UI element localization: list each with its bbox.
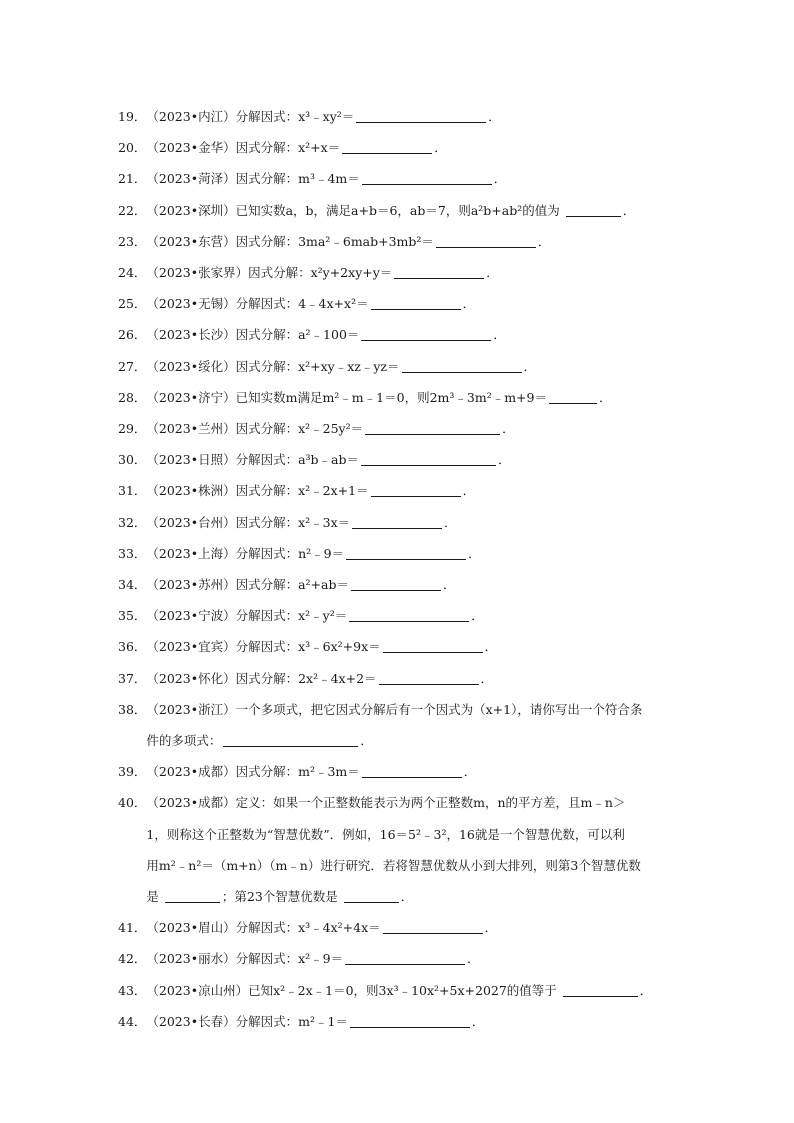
question-22: 22． （2023•深圳）已知实数a，b，满足a+b＝6，ab＝7，则a²b+ab²的值为 ． [118, 202, 636, 218]
question-34: 34． （2023•苏州）因式分解：a²+ab＝ ． [118, 577, 456, 593]
answer-blank[interactable] [402, 359, 522, 373]
answer-blank[interactable] [350, 1014, 470, 1028]
answer-blank[interactable] [436, 234, 536, 248]
answer-blank[interactable] [362, 764, 462, 778]
answer-blank[interactable] [345, 951, 465, 965]
question-29: 29． （2023•兰州）因式分解：x²﹣25y²＝ ． [118, 421, 515, 437]
answer-blank[interactable] [352, 515, 442, 529]
answer-blank[interactable] [346, 546, 466, 560]
answer-blank[interactable] [365, 421, 500, 435]
question-31: 31． （2023•株洲）因式分解：x²﹣2x+1＝ ． [118, 483, 476, 499]
question-32: 32． （2023•台州）因式分解：x²﹣3x＝ ． [118, 514, 457, 530]
answer-blank[interactable] [356, 109, 486, 123]
answer-blank[interactable] [342, 140, 432, 154]
question-44: 44． （2023•长春）分解因式：m²﹣1＝ ． [118, 1013, 485, 1029]
answer-blank[interactable] [223, 733, 358, 747]
answer-blank[interactable] [394, 265, 484, 279]
question-20: 20． （2023•金华）因式分解：x²+x＝ ． [118, 140, 447, 156]
answer-blank[interactable] [362, 171, 492, 185]
answer-blank[interactable] [379, 671, 479, 685]
question-25: 25． （2023•无锡）分解因式：4﹣4x+x²＝ ． [118, 296, 476, 312]
answer-blank[interactable] [371, 296, 461, 310]
question-40: 40． （2023•成都）定义：如果一个正整数能表示为两个正整数m，n的平方差，且m﹣n＞ 1，则称这个正整数为“智慧优数”．例如，16＝5²﹣3²，16就是一个智慧优数，可以利 用m²﹣n²＝（m+n）（m﹣n）进行研究．若将智慧优数从小到大排列，则第3个智慧优数 是 ；第23个智慧优数是 ． [118, 795, 641, 905]
answer-blank[interactable] [371, 483, 461, 497]
answer-blank[interactable] [361, 327, 491, 341]
answer-blank[interactable] [383, 639, 483, 653]
question-23: 23． （2023•东营）因式分解：3ma²﹣6mab+3mb²＝ ． [118, 233, 551, 249]
question-35: 35． （2023•宁波）分解因式：x²﹣y²＝ ． [118, 608, 484, 624]
question-41: 41． （2023•眉山）分解因式：x³﹣4x²+4x＝ ． [118, 920, 498, 936]
question-30: 30． （2023•日照）分解因式：a³b﹣ab＝ ． [118, 452, 511, 468]
question-36: 36． （2023•宜宾）分解因式：x³﹣6x²+9x＝ ． [118, 639, 498, 655]
question-26: 26． （2023•长沙）因式分解：a²﹣100＝ ． [118, 327, 506, 343]
answer-blank[interactable] [566, 203, 621, 217]
question-43: 43． （2023•凉山州）已知x²﹣2x﹣1＝0，则3x³﹣10x²+5x+2027的值等于 ． [118, 982, 653, 998]
question-42: 42． （2023•丽水）分解因式：x²﹣9＝ ． [118, 951, 480, 967]
answer-blank[interactable] [165, 889, 220, 903]
answer-blank[interactable] [383, 920, 483, 934]
question-24: 24． （2023•张家界）因式分解：x²y+2xy+y＝ ． [118, 265, 499, 281]
answer-blank[interactable] [351, 577, 441, 591]
question-28: 28． （2023•济宁）已知实数m满足m²﹣m﹣1＝0，则2m³﹣3m²﹣m+9＝ ． [118, 389, 612, 405]
question-21: 21． （2023•菏泽）因式分解：m³﹣4m＝ ． [118, 171, 507, 187]
answer-blank[interactable] [344, 889, 399, 903]
answer-blank[interactable] [563, 983, 638, 997]
question-39: 39． （2023•成都）因式分解：m²﹣3m＝ ． [118, 764, 477, 780]
answer-blank[interactable] [549, 390, 597, 404]
answer-blank[interactable] [349, 608, 469, 622]
question-27: 27． （2023•绥化）因式分解：x²+xy﹣xz﹣yz＝ ． [118, 358, 537, 374]
question-33: 33． （2023•上海）分解因式：n²﹣9＝ ． [118, 545, 481, 561]
question-38: 38． （2023•浙江）一个多项式，把它因式分解后有一个因式为（x+1），请你写出一个符合条 件的多项式： ． [118, 701, 643, 749]
question-37: 37． （2023•怀化）因式分解：2x²﹣4x+2＝ ． [118, 670, 494, 686]
answer-blank[interactable] [361, 452, 496, 466]
question-19: 19． （2023•内江）分解因式：x³﹣xy²＝ ． [118, 109, 501, 124]
